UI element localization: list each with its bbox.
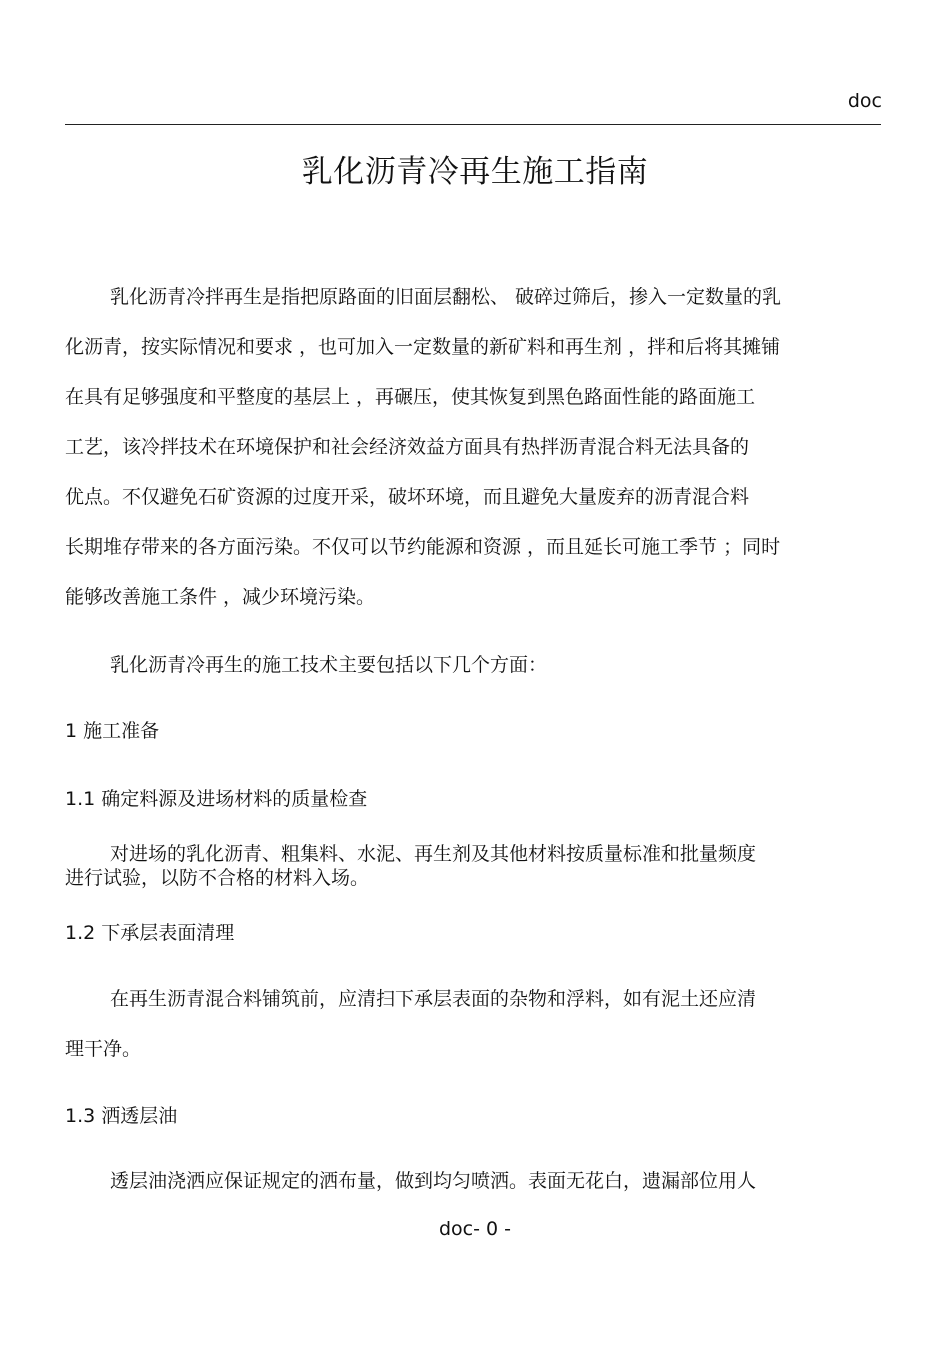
document-title: 乳化沥青冷再生施工指南 xyxy=(301,154,649,190)
paragraph-line: 工艺，该冷拌技术在环境保护和社会经济效益方面具有热拌沥青混合料无法具备的 xyxy=(65,436,750,458)
subsection-heading: 1.1 确定料源及进场材料的质量检查 xyxy=(65,788,368,810)
header-label: doc xyxy=(847,90,882,112)
subsection-heading: 1.3 洒透层油 xyxy=(65,1105,178,1127)
paragraph-line: 理干净。 xyxy=(65,1038,142,1060)
paragraph-line: 透层油浇洒应保证规定的洒布量，做到均匀喷洒。表面无花白，遗漏部位用人 xyxy=(110,1170,757,1192)
section-heading: 1 施工准备 xyxy=(65,720,160,742)
paragraph-line: 在具有足够强度和平整度的基层上 ，再碾压，使其恢复到黑色路面性能的路面施工 xyxy=(65,386,756,408)
paragraph-line: 优点。不仅避免石矿资源的过度开采，破坏环境，而且避免大量废弃的沥青混合料 xyxy=(65,486,750,508)
paragraph-line: 对进场的乳化沥青、粗集料、水泥、再生剂及其他材料按质量标准和批量频度 xyxy=(110,843,757,865)
paragraph-line: 能够改善施工条件 ，减少环境污染。 xyxy=(65,586,376,608)
aspects-intro: 乳化沥青冷再生的施工技术主要包括以下几个方面： xyxy=(110,654,548,676)
header-divider xyxy=(65,124,881,125)
paragraph-line: 乳化沥青冷拌再生是指把原路面的旧面层翻松、 破碎过筛后，掺入一定数量的乳 xyxy=(110,286,782,308)
paragraph-line: 进行试验，以防不合格的材料入场。 xyxy=(65,867,370,889)
paragraph-line: 长期堆存带来的各方面污染。不仅可以节约能源和资源 ，而且延长可施工季节 ；同时 xyxy=(65,536,781,558)
paragraph-line: 化沥青，按实际情况和要求 ，也可加入一定数量的新矿料和再生剂 ，拌和后将其摊铺 xyxy=(65,336,781,358)
subsection-heading: 1.2 下承层表面清理 xyxy=(65,922,235,944)
page-number: doc- 0 - xyxy=(438,1218,511,1240)
paragraph-line: 在再生沥青混合料铺筑前，应清扫下承层表面的杂物和浮料，如有泥土还应清 xyxy=(110,988,757,1010)
